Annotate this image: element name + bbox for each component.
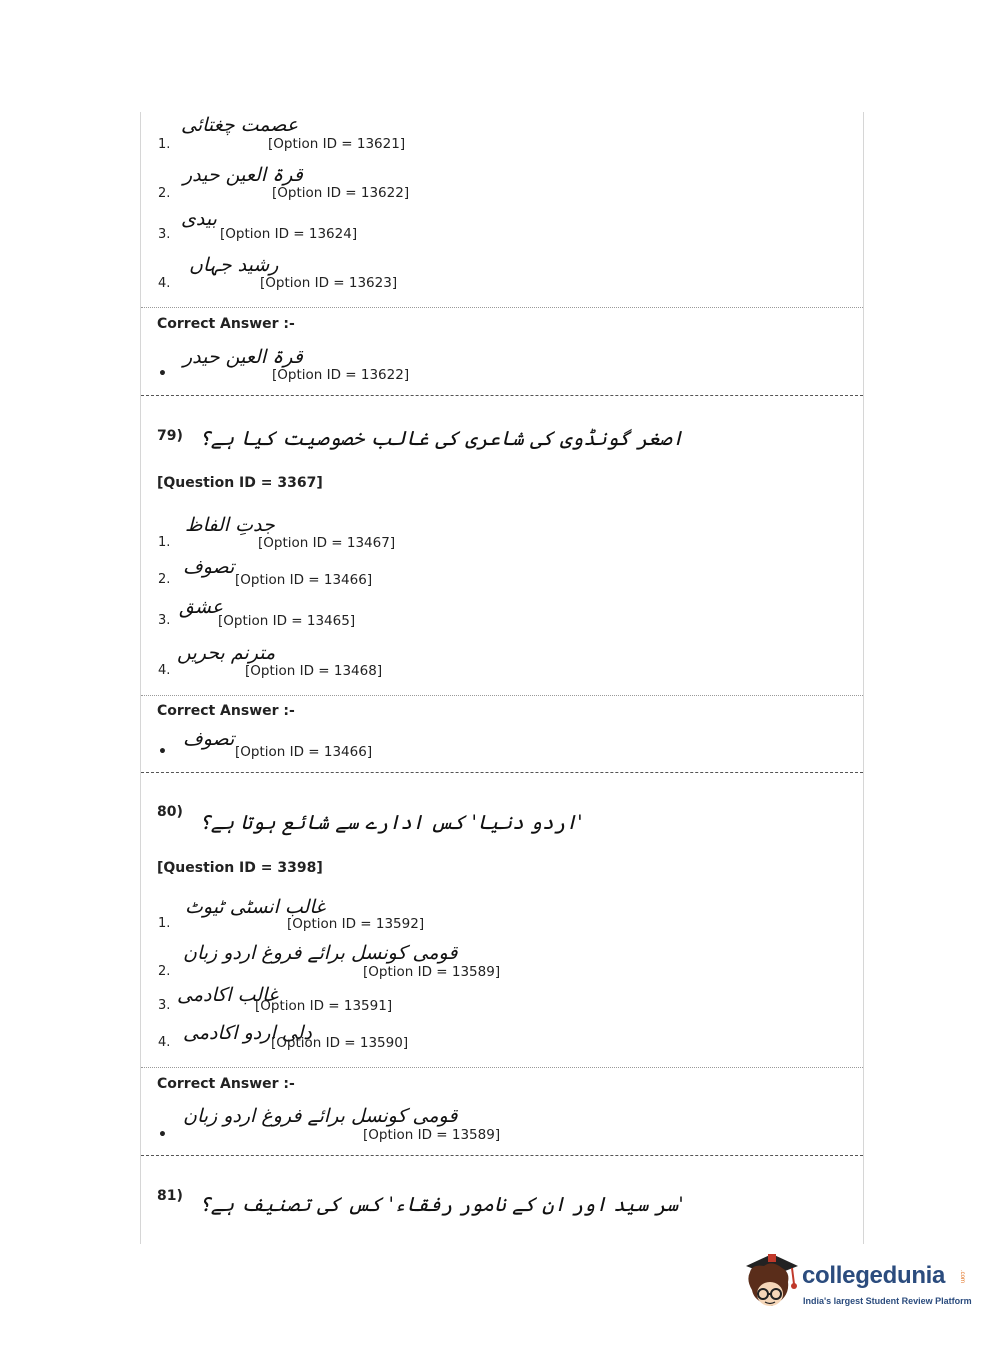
option-id: [Option ID = 13621] bbox=[268, 136, 406, 152]
correct-urdu-text: تصوف bbox=[183, 728, 235, 750]
question-separator bbox=[141, 1155, 863, 1156]
option-urdu-text: دلی اردو اکادمی bbox=[183, 1022, 312, 1044]
option-urdu-text: قومی کونسل برائے فروغ اردو زبان bbox=[183, 942, 458, 964]
correct-option-id: [Option ID = 13466] bbox=[235, 744, 373, 760]
option-id: [Option ID = 13623] bbox=[260, 275, 398, 291]
option-number: 3. bbox=[158, 613, 171, 628]
option-id: [Option ID = 13624] bbox=[220, 226, 358, 242]
option-number: 1. bbox=[158, 137, 171, 152]
option-urdu-text: قرۃ العین حیدر bbox=[183, 164, 303, 186]
collegedunia-logo bbox=[742, 1250, 972, 1320]
question-text: اصغر گونڈوی کی شاعری کی غالب خصوصیت کیا ہے؟ bbox=[199, 426, 684, 450]
bullet: • bbox=[158, 1127, 167, 1143]
question-separator bbox=[141, 772, 863, 773]
question-number: 79) bbox=[157, 428, 183, 444]
correct-answer-label: Correct Answer :- bbox=[157, 316, 295, 332]
option-id: [Option ID = 13467] bbox=[258, 535, 396, 551]
option-urdu-text: جدتِ الفاظ bbox=[185, 514, 275, 536]
question-number: 81) bbox=[157, 1188, 183, 1204]
option-number: 4. bbox=[158, 1035, 171, 1050]
logo-suffix: .com bbox=[959, 1270, 965, 1284]
option-urdu-text: بیدی bbox=[181, 208, 217, 230]
option-number: 1. bbox=[158, 535, 171, 550]
divider bbox=[141, 1067, 863, 1068]
correct-answer-label: Correct Answer :- bbox=[157, 1076, 295, 1092]
bullet: • bbox=[158, 366, 167, 382]
question-number: 80) bbox=[157, 804, 183, 820]
option-urdu-text: عصمت چغتائی bbox=[181, 114, 299, 136]
divider bbox=[141, 695, 863, 696]
question-panel bbox=[140, 112, 864, 1244]
correct-urdu-text: قرۃ العین حیدر bbox=[183, 346, 303, 368]
option-number: 2. bbox=[158, 572, 171, 587]
option-number: 2. bbox=[158, 186, 171, 201]
option-number: 1. bbox=[158, 916, 171, 931]
option-id: [Option ID = 13590] bbox=[271, 1035, 409, 1051]
option-number: 4. bbox=[158, 663, 171, 678]
question-text: 'سر سید اور ان کے نامور رفقاء' کس کی تصنیف ہے؟ bbox=[199, 1192, 684, 1216]
option-id: [Option ID = 13468] bbox=[245, 663, 383, 679]
question-id: [Question ID = 3398] bbox=[157, 860, 323, 876]
correct-answer-label: Correct Answer :- bbox=[157, 703, 295, 719]
option-urdu-text: غالب انسٹی ٹیوٹ bbox=[185, 896, 326, 918]
option-id: [Option ID = 13589] bbox=[363, 964, 501, 980]
option-urdu-text: رشید جہاں bbox=[189, 254, 279, 276]
option-number: 2. bbox=[158, 964, 171, 979]
correct-option-id: [Option ID = 13622] bbox=[272, 367, 410, 383]
option-id: [Option ID = 13465] bbox=[218, 613, 356, 629]
correct-option-id: [Option ID = 13589] bbox=[363, 1127, 501, 1143]
logo-name: collegedunia bbox=[802, 1262, 946, 1289]
option-urdu-text: تصوف bbox=[183, 556, 235, 578]
option-number: 3. bbox=[158, 227, 171, 242]
option-number: 3. bbox=[158, 998, 171, 1013]
option-id: [Option ID = 13622] bbox=[272, 185, 410, 201]
option-urdu-text: عشق bbox=[179, 596, 224, 618]
logo-tagline: India's largest Student Review Platform bbox=[803, 1296, 972, 1306]
divider bbox=[141, 307, 863, 308]
bullet: • bbox=[158, 744, 167, 760]
question-text: 'اردو دنیا' کس ادارے سے شائع ہوتا ہے؟ bbox=[199, 810, 583, 834]
question-separator bbox=[141, 395, 863, 396]
mascot-icon bbox=[742, 1250, 800, 1316]
option-id: [Option ID = 13591] bbox=[255, 998, 393, 1014]
correct-urdu-text: قومی کونسل برائے فروغ اردو زبان bbox=[183, 1105, 458, 1127]
option-number: 4. bbox=[158, 276, 171, 291]
option-urdu-text: مترنم بحریں bbox=[177, 642, 276, 664]
option-id: [Option ID = 13592] bbox=[287, 916, 425, 932]
question-id: [Question ID = 3367] bbox=[157, 475, 323, 491]
option-urdu-text: غالب اکادمی bbox=[177, 984, 278, 1006]
option-id: [Option ID = 13466] bbox=[235, 572, 373, 588]
